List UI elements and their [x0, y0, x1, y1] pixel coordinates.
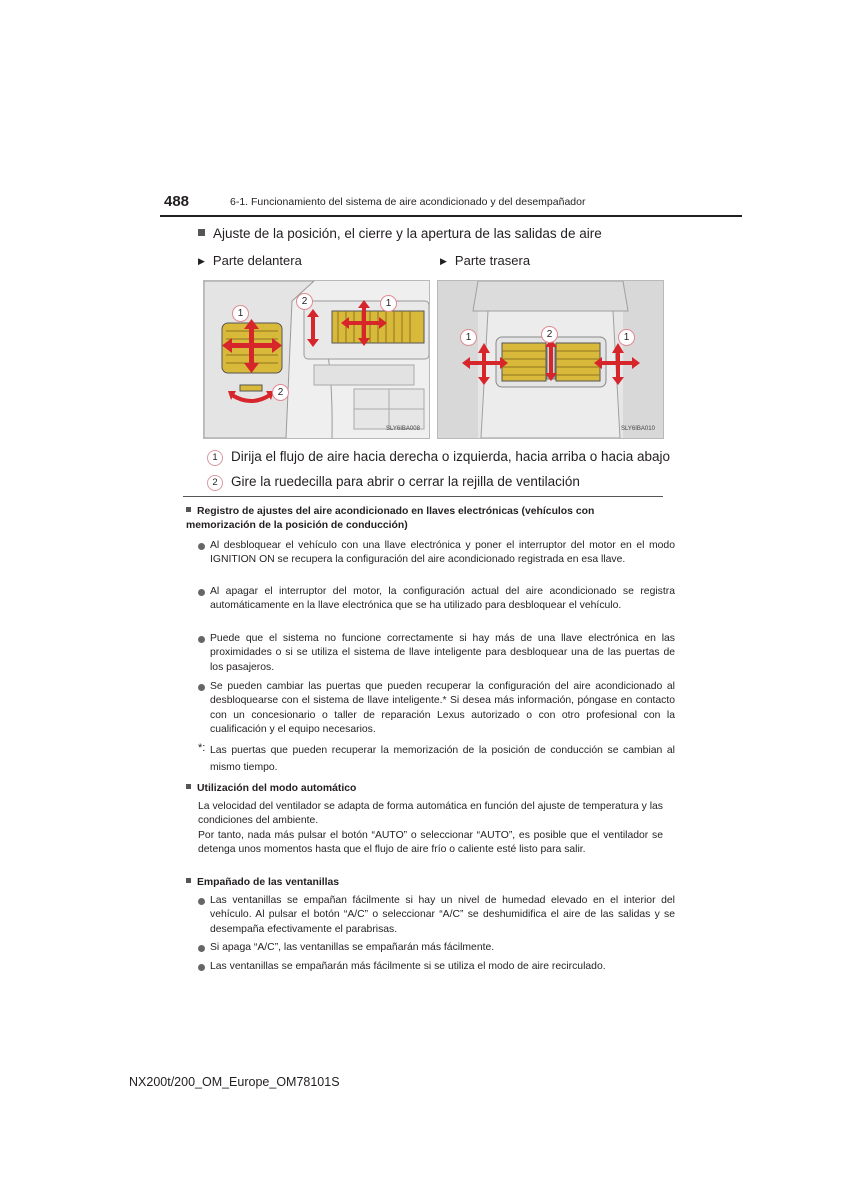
bullet-dot-icon — [198, 589, 205, 596]
list-item — [198, 632, 675, 675]
list-item — [198, 894, 675, 937]
list-item — [198, 960, 675, 974]
legend-text: Gire la ruedecilla para abrir o cerrar la rejilla de ventilación — [231, 474, 580, 489]
callout-1: 1 — [460, 329, 477, 346]
paragraph: Por tanto, nada más pulsar el botón “AUTO” o seleccionar “AUTO”, es posible que el ventilador se detenga unos momentos hasta que el flujo de aire frío o caliente esté listo para salir. — [198, 830, 663, 856]
rear-label — [440, 253, 530, 268]
bullet-dot-icon — [198, 636, 205, 643]
note-heading — [186, 876, 663, 890]
note-heading-text: Empañado de las ventanillas — [197, 877, 340, 888]
list-item-text: Las ventanillas se empañan fácilmente si hay un nivel de humedad elevado en el interior del vehículo. Al pulsar el botón “A/C” o seleccionar “A/C” se deshumidifica el aire de las salidas y se desempaña efectivamente el parabrisas. — [210, 895, 675, 935]
note-heading-text: Utilización del modo automático — [197, 783, 357, 794]
list-item — [198, 585, 675, 614]
footnote — [198, 742, 675, 776]
note-heading — [186, 782, 663, 796]
square-bullet-icon — [198, 229, 205, 236]
legend-number: 1 — [207, 450, 223, 466]
header-divider — [160, 215, 742, 217]
callout-2: 2 — [272, 384, 289, 401]
front-label — [198, 253, 302, 268]
callout-2: 2 — [296, 293, 313, 310]
square-bullet-icon — [186, 878, 191, 883]
list-item — [198, 941, 675, 955]
rear-vent-figure — [437, 280, 664, 439]
list-item-text: Las ventanillas se empañarán más fácilmente si se utiliza el modo de aire recirculado. — [210, 961, 606, 972]
bullet-dot-icon — [198, 945, 205, 952]
page-number: 488 — [164, 193, 190, 210]
rear-vent-illustration — [438, 281, 663, 438]
bullet-dot-icon — [198, 684, 205, 691]
callout-1: 1 — [232, 305, 249, 322]
triangle-icon: ▶ — [198, 256, 205, 266]
list-item-text: Al desbloquear el vehículo con una llave electrónica y poner el interruptor del motor en el modo IGNITION ON se recupera la configuración del aire acondicionado registrada en esa llave. — [210, 540, 675, 566]
note-heading-text: Registro de ajustes del aire acondicionado en llaves electrónicas (vehículos con memorización de la posición de conducción) — [186, 506, 595, 532]
note-heading — [186, 505, 663, 534]
square-bullet-icon — [186, 507, 191, 512]
list-item — [198, 680, 675, 737]
footnote-text: Las puertas que pueden recuperar la memorización de la posición de conducción se cambian al mismo tiempo. — [210, 745, 675, 773]
list-item-text: Se pueden cambiar las puertas que pueden recuperar la configuración del aire acondicionado al desbloquearse con el sistema de llave inteligente.* Si desea más información, póngase en contacto con un concesionario o taller de reparación Lexus autorizado o con otro profesional con la cualificación y el equipo necesarios. — [210, 681, 675, 735]
list-item-text: Puede que el sistema no funcione correctamente si hay más de una llave electrónica en las proximidades o si se utiliza el sistema de llave inteligente para desbloquear una de las puertas de los pasajeros. — [210, 633, 675, 673]
callout-2: 2 — [541, 326, 558, 343]
bullet-dot-icon — [198, 964, 205, 971]
list-item-text: Si apaga “A/C”, las ventanillas se empañarán más fácilmente. — [210, 942, 495, 953]
footnote-mark: *: — [198, 742, 206, 754]
paragraph: La velocidad del ventilador se adapta de forma automática en función del ajuste de temperatura y las condiciones del ambiente. — [198, 801, 663, 827]
legend-number: 2 — [207, 475, 223, 491]
heading-text: Ajuste de la posición, el cierre y la apertura de las salidas de aire — [213, 226, 602, 241]
figure-code: SLY6IBA008 — [386, 426, 420, 432]
front-label-text: Parte delantera — [212, 253, 302, 268]
section-divider — [183, 496, 663, 497]
list-item — [198, 539, 675, 568]
document-code: NX200t/200_OM_Europe_OM78101S — [129, 1075, 340, 1089]
front-vent-figure — [203, 280, 430, 439]
rear-label-text: Parte trasera — [454, 253, 531, 268]
list-item-text: Al apagar el interruptor del motor, la configuración actual del aire acondicionado se registra automáticamente en la llave electrónica que se ha utilizado para desbloquear el vehículo. — [210, 586, 675, 612]
bullet-dot-icon — [198, 543, 205, 550]
square-bullet-icon — [186, 784, 191, 789]
callout-1: 1 — [618, 329, 635, 346]
legend-item — [207, 474, 580, 491]
triangle-icon: ▶ — [440, 256, 447, 266]
figure-code: SLY6IBA010 — [621, 426, 655, 432]
bullet-dot-icon — [198, 898, 205, 905]
legend-item — [207, 449, 670, 466]
section-heading — [198, 226, 602, 241]
legend-text: Dirija el flujo de aire hacia derecha o izquierda, hacia arriba o hacia abajo — [231, 449, 671, 464]
callout-1: 1 — [380, 295, 397, 312]
section-title: 6-1. Funcionamiento del sistema de aire acondicionado y del desempañador — [230, 196, 586, 208]
